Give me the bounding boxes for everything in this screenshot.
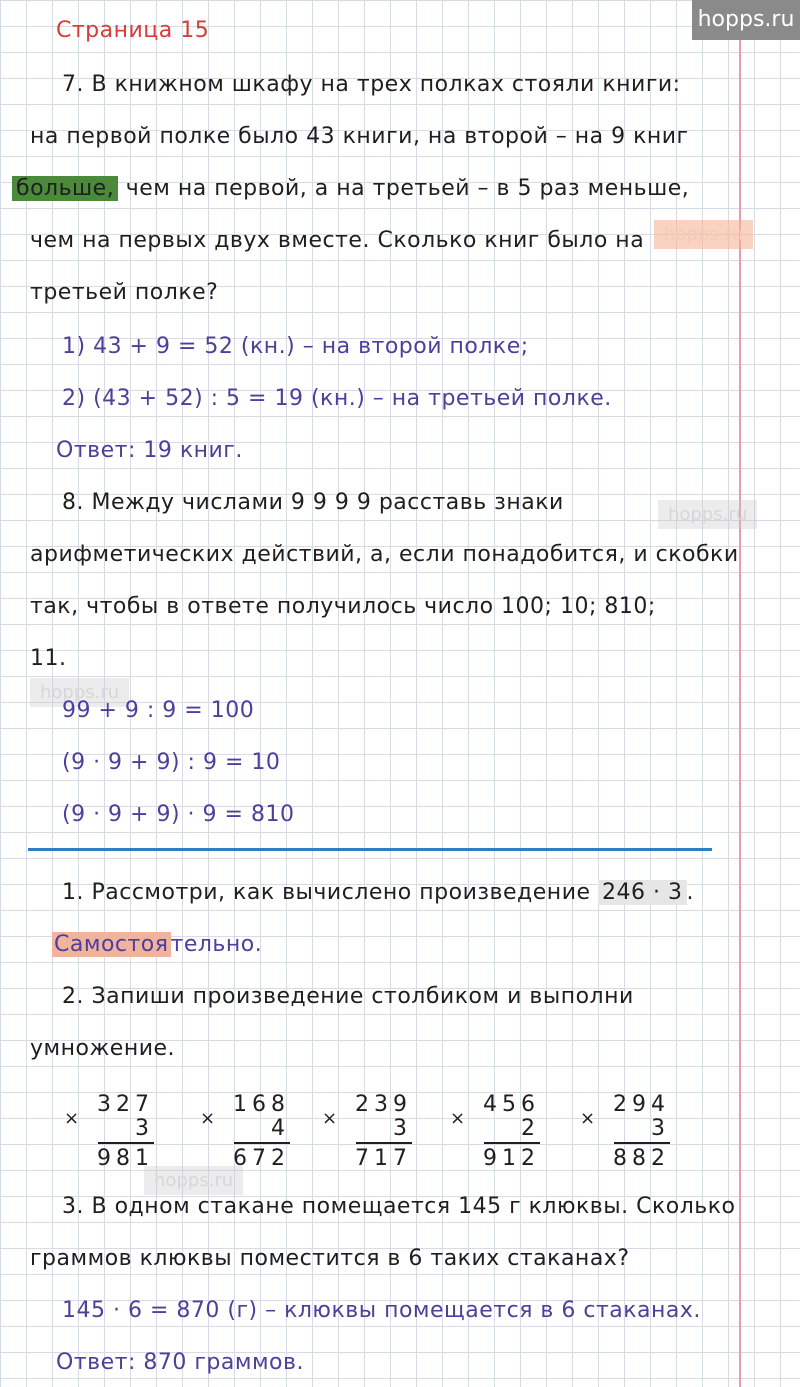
product: 912 xyxy=(483,1146,540,1171)
task7-step2: 2) (43 + 52) : 5 = 19 (кн.) – на третьей полке. xyxy=(62,386,612,411)
highlight-word: больше, xyxy=(12,176,118,201)
multiply-sign: × xyxy=(580,1108,596,1129)
task1-prefix: 1. Рассмотри, как вычислено произведение xyxy=(62,880,599,905)
page-title: Страница 15 xyxy=(56,18,210,43)
multiplicand: 456 xyxy=(483,1092,540,1117)
result-line xyxy=(356,1142,412,1144)
task8-solution: (9 · 9 + 9) : 9 = 10 xyxy=(62,750,281,775)
task2-text: умножение. xyxy=(30,1036,176,1061)
multiplicand: 327 xyxy=(97,1092,154,1117)
watermark-badge: hopps.ru xyxy=(692,0,800,40)
task3-text: граммов клюквы поместится в 6 таких стаканах? xyxy=(30,1246,630,1271)
product: 717 xyxy=(355,1146,412,1171)
multiply-sign: × xyxy=(200,1108,216,1129)
task1-expression: 246 · 3 xyxy=(598,880,686,905)
task1-suffix: . xyxy=(686,880,694,905)
column-multiplication xyxy=(64,1092,154,1172)
task3-answer: Ответ: 870 граммов. xyxy=(56,1350,304,1375)
task1-answer xyxy=(52,932,262,957)
task8-text: 8. Между числами 9 9 9 9 расставь знаки xyxy=(62,490,564,515)
multiplier: 4 xyxy=(271,1116,290,1141)
task3-solution: 145 · 6 = 870 (г) – клюквы помещается в 6 стаканах. xyxy=(62,1298,701,1323)
multiplicand: 168 xyxy=(233,1092,290,1117)
task8-text: так, чтобы в ответе получилось число 100; 10; 810; xyxy=(30,594,656,619)
task7-answer: Ответ: 19 книг. xyxy=(56,438,243,463)
task3-text: 3. В одном стакане помещается 145 г клюквы. Сколько xyxy=(62,1194,736,1219)
multiply-sign: × xyxy=(450,1108,466,1129)
task1-text xyxy=(62,880,694,905)
task8-text: арифметических действий, а, если понадобится, и скобки xyxy=(30,542,739,567)
task8-text: 11. xyxy=(30,646,67,671)
multiply-sign: × xyxy=(64,1108,80,1129)
product: 672 xyxy=(233,1146,290,1171)
watermark: hopps.ru xyxy=(30,678,129,707)
product: 981 xyxy=(97,1146,154,1171)
watermark: hopps.ru xyxy=(654,220,753,249)
result-line xyxy=(614,1142,670,1144)
column-multiplication xyxy=(450,1092,540,1172)
multiplicand: 239 xyxy=(355,1092,412,1117)
task7-text-rest: чем на первой, а на третьей – в 5 раз меньше, xyxy=(118,176,690,201)
watermark: hopps.ru xyxy=(658,500,757,529)
section-divider xyxy=(28,848,712,851)
result-line xyxy=(98,1142,154,1144)
column-multiplication xyxy=(200,1092,290,1172)
task8-solution: 99 + 9 : 9 = 100 xyxy=(62,698,255,723)
task7-text: на первой полке было 43 книги, на второй – на 9 книг xyxy=(30,124,689,149)
column-multiplication xyxy=(580,1092,670,1172)
task7-text: 7. В книжном шкафу на трех полках стояли книги: xyxy=(62,72,681,97)
result-line xyxy=(234,1142,290,1144)
multiplier: 3 xyxy=(651,1116,670,1141)
task2-text: 2. Запиши произведение столбиком и выполни xyxy=(62,984,634,1009)
task8-solution: (9 · 9 + 9) · 9 = 810 xyxy=(62,802,295,827)
column-multiplication xyxy=(322,1092,412,1172)
highlight-word: Самостоя xyxy=(54,932,169,957)
multiplier: 3 xyxy=(393,1116,412,1141)
multiply-sign: × xyxy=(322,1108,338,1129)
task7-text: третьей полке? xyxy=(30,280,219,305)
product: 882 xyxy=(613,1146,670,1171)
multiplicand: 294 xyxy=(613,1092,670,1117)
task7-text: чем на первых двух вместе. Сколько книг было на xyxy=(30,228,645,253)
multiplier: 2 xyxy=(521,1116,540,1141)
task7-text xyxy=(12,176,689,201)
notebook-margin-line xyxy=(739,0,741,1387)
task1-answer-rest: тельно. xyxy=(170,932,263,957)
task7-step1: 1) 43 + 9 = 52 (кн.) – на второй полке; xyxy=(62,334,529,359)
result-line xyxy=(484,1142,540,1144)
watermark: hopps.ru xyxy=(144,1166,243,1195)
multiplier: 3 xyxy=(135,1116,154,1141)
